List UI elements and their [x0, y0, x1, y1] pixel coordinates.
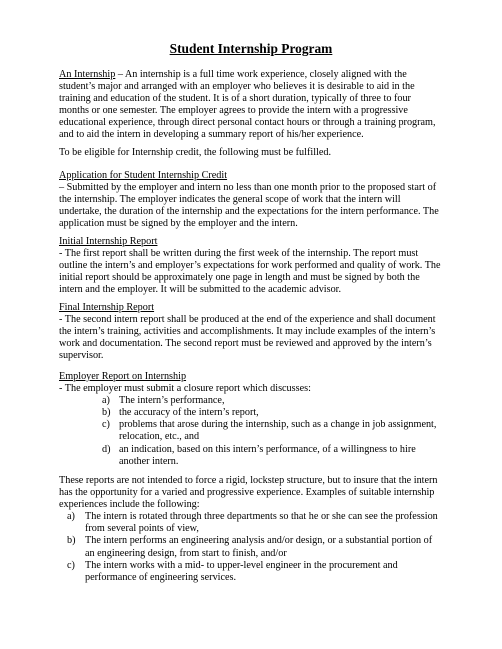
application-heading: Application for Student Internship Credit	[59, 170, 228, 181]
initial-report-heading: Initial Internship Report	[59, 236, 158, 247]
initial-report-section	[59, 236, 443, 296]
closing-text: These reports are not intended to force a rigid, lockstep structure, but to insure that the intern has the opportunity for a varied and progressive experience. Examples of suitable internship experiences include the following:	[59, 475, 438, 511]
employer-report-list	[59, 395, 443, 468]
list-item-text: the accuracy of the intern’s report,	[119, 407, 259, 419]
list-item-text: The intern performs an engineering analysis and/or design, or a substantial portion of an engineering design, from start to finish, and/or	[85, 535, 433, 559]
list-marker: a)	[67, 511, 75, 523]
eligibility-section	[59, 147, 443, 159]
list-item-text: an indication, based on this intern’s performance, of a willingness to hire another intern.	[119, 443, 416, 467]
list-item	[59, 535, 443, 559]
final-report-heading: Final Internship Report	[59, 302, 155, 313]
list-item	[59, 560, 443, 584]
list-marker: b)	[102, 407, 111, 419]
examples-list	[59, 511, 443, 584]
list-item	[59, 444, 443, 468]
internship-term: An Internship	[59, 69, 116, 80]
application-text: – Submitted by the employer and intern no less than one month prior to the proposed start of the internship. The employer indicates the general scope of work that the intern will undertake, the duration of the internship and the expectations for the intern performance. The application must be signed by the employer and the intern.	[59, 182, 439, 230]
list-marker: c)	[67, 559, 75, 571]
internship-paragraph	[59, 69, 443, 142]
list-item-text: The intern’s performance,	[119, 395, 225, 407]
list-item	[59, 511, 443, 535]
list-marker: d)	[102, 443, 111, 455]
page-title: Student Internship Program	[169, 41, 333, 56]
list-item-text: problems that arose during the internship, such as a change in job assignment, relocation, etc., and	[119, 419, 437, 443]
employer-report-section	[59, 371, 443, 468]
final-report-text: - The second intern report shall be produced at the end of the experience and shall document the intern’s training, activities and accomplishments. It may include examples of the intern’s work and documentation. The second report must be reviewed and approved by the intern’s supervisor.	[59, 314, 436, 362]
eligibility-text: To be eligible for Internship credit, the following must be fulfilled.	[59, 147, 332, 158]
list-marker: b)	[67, 535, 76, 547]
employer-report-heading: Employer Report on Internship	[59, 371, 187, 382]
list-item-text: The intern works with a mid- to upper-level engineer in the procurement and performance of engineering services.	[85, 559, 398, 583]
application-section	[59, 170, 443, 230]
list-item-text: The intern is rotated through three departments so that he or she can see the profession from several points of view,	[85, 511, 438, 535]
list-marker: a)	[102, 395, 110, 407]
internship-definition	[59, 69, 443, 142]
initial-report-text: - The first report shall be written during the first week of the internship. The report must outline the intern’s and employer’s expectations for work performed and quality of work. The initial report should be approximately one page in length and must be signed by both the intern and the employer. It will be submitted to the academic advisor.	[59, 248, 441, 296]
employer-report-text: - The employer must submit a closure report which discusses:	[59, 383, 311, 395]
list-marker: c)	[102, 419, 110, 431]
internship-text: – An internship is a full time work experience, closely aligned with the student’s major and arranged with an employer who believes it is desirable to aid in the training and education of the student. It is of a short duration, typically of three to four months or one semester. The employer agrees to provide the intern with a progressive educational experience, through direct personal contact hours or through a training program, and to aid the intern in developing a summary report of his/her experience.	[59, 69, 436, 141]
closing-section	[59, 475, 443, 584]
list-item	[59, 407, 443, 419]
list-item	[59, 419, 443, 443]
final-report-section	[59, 302, 443, 362]
list-item	[59, 395, 443, 407]
